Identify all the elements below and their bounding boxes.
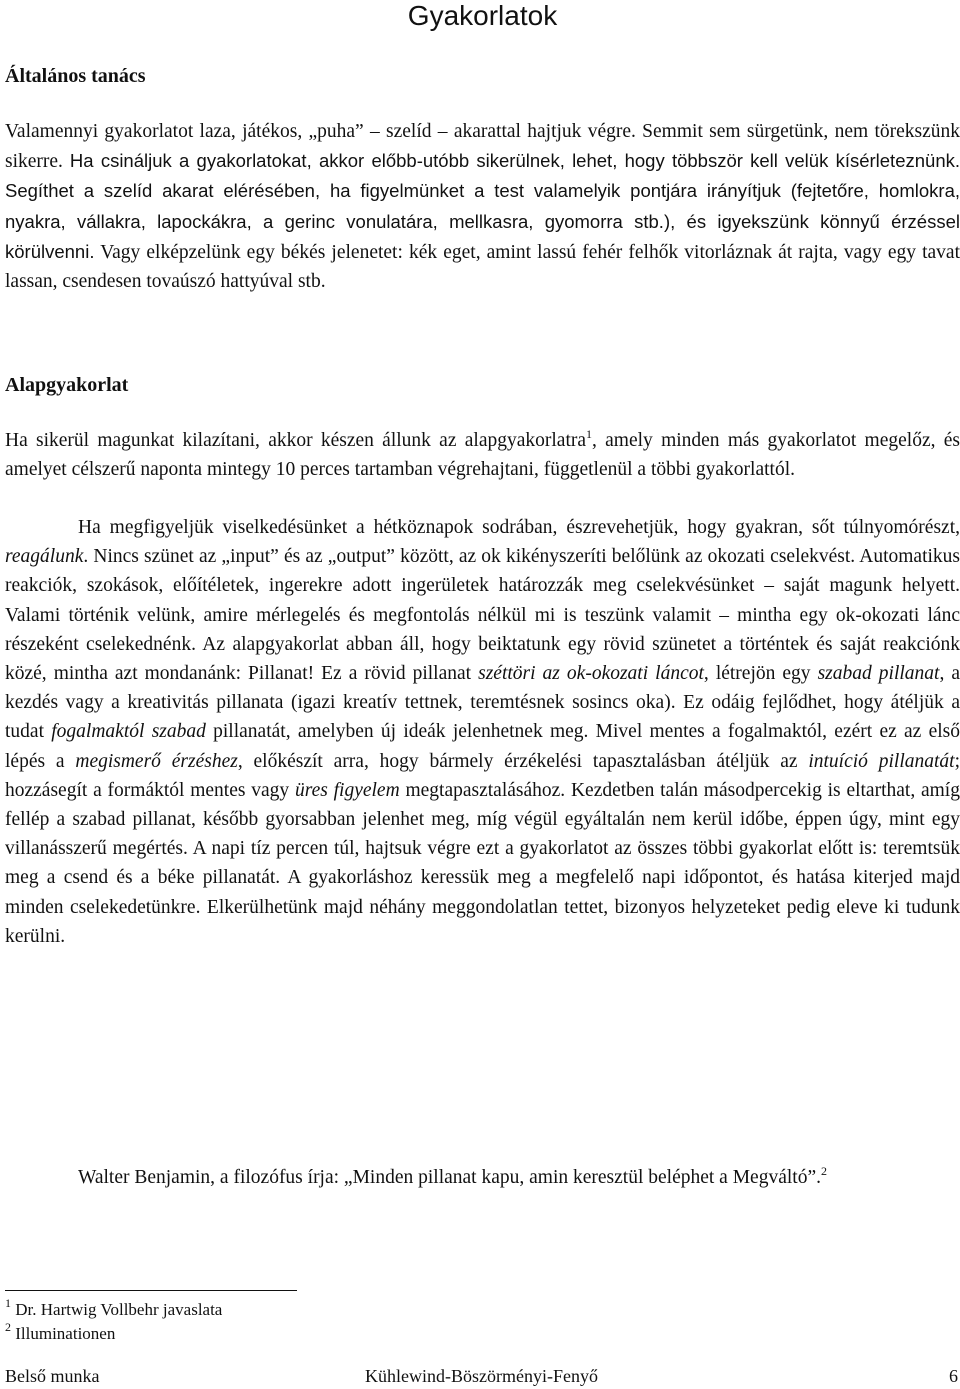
footnotes (5, 1298, 222, 1346)
paragraph-text: , létrejön egy (703, 663, 818, 685)
paragraph-text: , a kezdés vagy a kreativitás pillanata (igazi kreatív tettnek, teremtésnek sosincs oka). Ez odáig fejlődhet, hogy átéljük a tudat (5, 663, 960, 743)
paragraph-text-serif-tail: Vagy elképzelünk egy békés jelenetet: kék eget, amint lassú fehér felhők vitorláznak át rajta, vagy egy tavat lassan, csendesen tovaúszó hattyúval stb. (5, 241, 960, 293)
paragraph-text: Ha sikerül magunkat kilazítani, akkor készen állunk az alapgyakorlatra (5, 430, 587, 451)
footnote-text: Illuminationen (15, 1324, 116, 1343)
paragraph-quote (5, 1163, 960, 1192)
paragraph-text: pillanatát, amelyben új ideák jelenhetnek meg. Mivel mentes a fogalmaktól, ezért ez az első lépés a (5, 721, 960, 772)
paragraph-text-serif: Valamennyi gyakorlatot laza, játékos, „puha” – szelíd – akarattal hajtjuk végre. Semmit sem sürgetünk, nem törekszünk sikerre. (5, 121, 960, 173)
section-heading-basic-exercise: Alapgyakorlat (5, 374, 129, 396)
paragraph-text-sans: Ha csináljuk a gyakorlatokat, akkor előbb-utóbb sikerülnek, lehet, hogy többször kell velük kísérleteznünk. Segíthet a szelíd akarat elérésében, ha figyelmünket a test valamelyik pontjára irányítjuk (fejtetőre, homlokra, nyakra, vállakra, lapockákra, a gerinc vonulatára, mellkasra, gyomorra stb.), és igyekszünk könnyű érzéssel körülvenni. (5, 150, 960, 262)
paragraph-text: ; hozzásegít a formáktól mentes vagy (5, 750, 960, 801)
footnote-1 (5, 1298, 222, 1322)
emphasis-text: széttöri az ok-okozati láncot (478, 663, 704, 685)
footnote-text: Dr. Hartwig Vollbehr javaslata (15, 1300, 223, 1319)
emphasis-text: fogalmaktól szabad (51, 721, 206, 743)
section-heading-general-advice: Általános tanács (5, 65, 146, 87)
paragraph-text: Walter Benjamin, a filozófus írja: „Minden pillanat kapu, amin keresztül beléphet a Megváltó”. (78, 1167, 821, 1188)
footer-authors: Kühlewind-Böszörményi-Fenyő (365, 1366, 598, 1386)
footnote-divider (5, 1290, 297, 1291)
emphasis-text: intuíció pillanatát (808, 750, 955, 772)
paragraph-text: , előkészít arra, hogy bármely érzékelési tapasztalásban átéljük az (237, 750, 809, 772)
paragraph-text: , amely minden más gyakorlatot megelőz, és amelyet célszerű naponta mintegy 10 perces tartamban végrehajtani, függetlenül a többi gyakorlattól. (5, 430, 960, 481)
paragraph-text: . Nincs szünet az „input” és az „output” között, az ok kikényszeríti belőlünk az okozati cselekvést. Automatikus reakciók, szokások, előítéletek, ingerekre adott ingerületek határozzák meg cselekvésünket – saját magunk helyett. Valami történik velünk, amire mérlegelés és megfontolás nélkül mi is teszünk valamit – mintha egy ok-okozati lánc részeként cselekednénk. Az alapgyakorlat abban áll, hogy beiktatunk egy rövid szünetet a történtek és saját reakciónk közé, mintha azt mondanánk: Pillanat! Ez a rövid pillanat (5, 546, 960, 685)
paragraph-basic-exercise-intro (5, 426, 960, 484)
page-title: Gyakorlatok (407, 0, 558, 31)
footer-left-text: Belső munka (5, 1366, 100, 1386)
document-page (5, 0, 960, 1389)
footnote-number: 2 (5, 1320, 11, 1334)
paragraph-general-advice (5, 117, 960, 296)
emphasis-text: üres figyelem (294, 779, 400, 801)
footnote-number: 1 (5, 1296, 11, 1310)
paragraph-text: megtapasztalásához. Kezdetben talán másodpercekig is eltarthat, amíg fellép a szabad pillanat, később gyorsabban jelenhet meg, míg végül egyáltalán nem kerül időbe, éppen úgy, mint egy villanásszerű megértés. A napi tíz percen túl, hajtsuk végre ezt a gyakorlatot az összes többi gyakorlat előtt is: teremtsük meg a csend és a béke pillanatát. A gyakorláshoz keressük meg a megfelelő napi időpontot, és hatása kiterjed majd minden cselekedetünkre. Elkerülhetünk majd néhány meggondolatlan tettet, bizonyos helyzeteket pedig eleve ki tudunk kerülni. (5, 779, 960, 947)
paragraph-text: Ha megfigyeljük viselkedésünket a hétköznapok sodrában, észrevehetjük, hogy gyakran, sőt túlnyomórészt, (78, 517, 960, 538)
emphasis-text: reagálunk (5, 546, 84, 568)
page-number: 6 (949, 1366, 958, 1386)
emphasis-text: megismerő érzéshez (75, 750, 238, 772)
footnote-2 (5, 1322, 222, 1346)
emphasis-text: szabad pillanat (817, 663, 940, 685)
page-footer (5, 1364, 958, 1388)
footnote-reference-1: 1 (586, 427, 593, 441)
footnote-reference-2: 2 (820, 1164, 827, 1178)
paragraph-basic-exercise-body (5, 513, 960, 951)
